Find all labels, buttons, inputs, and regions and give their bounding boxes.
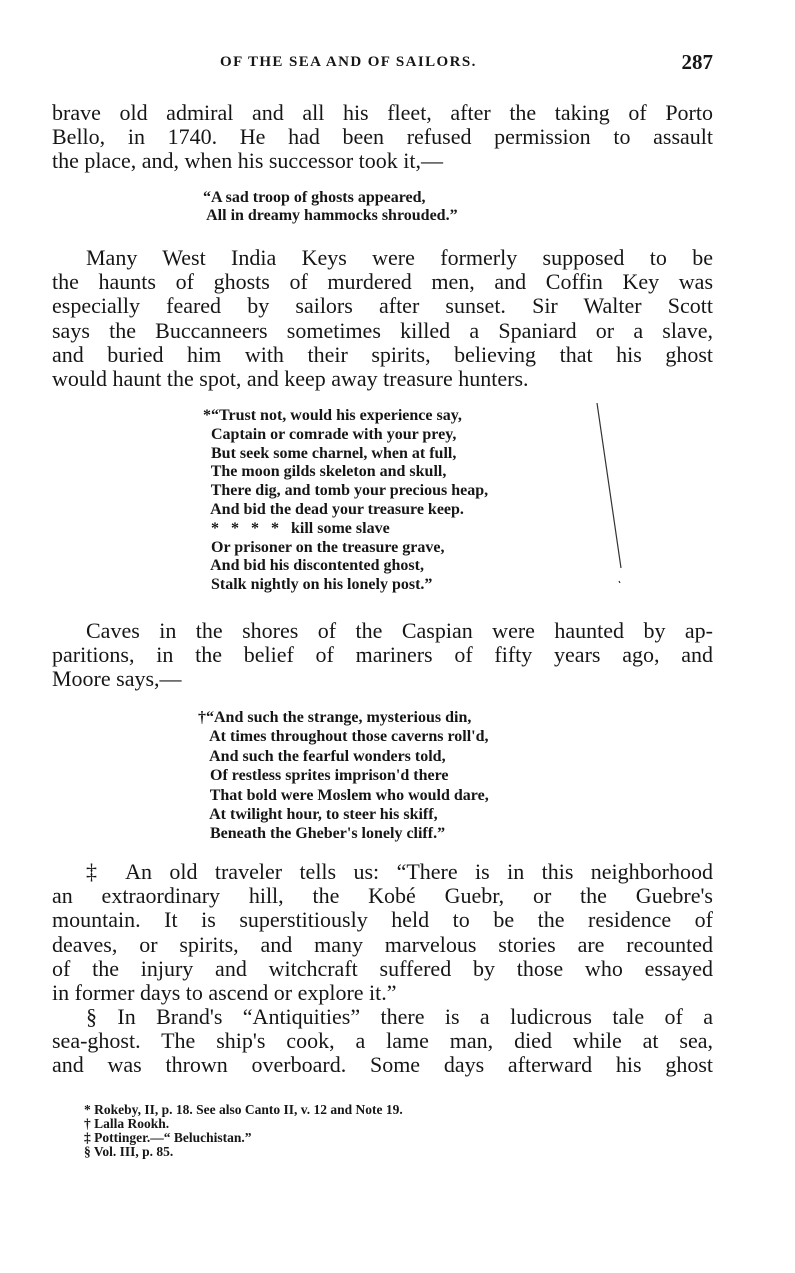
- verse-line: Captain or comrade with your prey,: [203, 425, 457, 443]
- text-line: Caves in the shores of the Caspian were haunted by ap-: [86, 618, 713, 643]
- text-line: the haunts of ghosts of murdered men, and Coffin Key was: [52, 269, 713, 295]
- text-line: ‡ An old traveler tells us: “There is in this neighborhood: [86, 859, 713, 884]
- verse-quote: [198, 708, 489, 844]
- verse-line: And bid his discontented ghost,: [203, 557, 424, 575]
- verse-line: And bid the dead your treasure keep.: [203, 500, 464, 518]
- page-number: 287: [681, 50, 713, 74]
- footnote: § Vol. III, p. 85.: [84, 1144, 174, 1159]
- footnote: ‡ Pottinger.—“ Beluchistan.”: [84, 1130, 252, 1145]
- verse-quote: [203, 407, 488, 595]
- verse-line: At times throughout those caverns roll'd,: [198, 728, 489, 746]
- verse-line: Stalk nightly on his lonely post.”: [203, 576, 433, 594]
- verse-line: †“And such the strange, mysterious din,: [198, 709, 472, 726]
- running-title: OF THE SEA AND OF SAILORS.: [220, 54, 477, 70]
- verse-line: That bold were Moslem who would dare,: [198, 786, 489, 804]
- paragraph: [52, 246, 713, 391]
- text-line: especially feared by sailors after sunset. Sir Walter Scott: [52, 293, 713, 319]
- text-line: and was thrown overboard. Some days afterward his ghost: [52, 1052, 713, 1078]
- text-line: paritions, in the belief of mariners of fifty years ago, and: [52, 642, 713, 668]
- footnotes: [84, 1103, 403, 1159]
- paragraph: [52, 860, 713, 1005]
- paragraph: [52, 1005, 713, 1078]
- verse-quote: [203, 189, 458, 225]
- text-line: Many West India Keys were formerly supposed to be: [86, 245, 713, 270]
- margin-bracket-mark: [595, 403, 625, 583]
- text-line: of the injury and witchcraft suffered by those who essayed: [52, 955, 713, 981]
- verse-line: * * * * kill some slave: [203, 519, 390, 537]
- text-line: brave old admiral and all his fleet, after the taking of Porto: [52, 100, 713, 125]
- verse-line: At twilight hour, to steer his skiff,: [198, 806, 438, 824]
- text-line: an extraordinary hill, the Kobé Guebr, or the Guebre's: [52, 883, 713, 909]
- verse-line: All in dreamy hammocks shrouded.”: [203, 207, 458, 224]
- text-line: mountain. It is superstitiously held to be the residence of: [52, 907, 713, 933]
- text-line: deaves, or spirits, and many marvelous stories are recounted: [52, 931, 713, 957]
- paragraph: [52, 619, 713, 692]
- verse-line: But seek some charnel, when at full,: [203, 444, 457, 462]
- verse-line: And such the fearful wonders told,: [198, 747, 446, 765]
- footnote: * Rokeby, II, p. 18. See also Canto II, v. 12 and Note 19.: [84, 1102, 403, 1117]
- text-line: the place, and, when his successor took it,—: [52, 148, 444, 174]
- text-line: says the Buccanneers sometimes killed a Spaniard or a slave,: [52, 317, 713, 343]
- text-line: Moore says,—: [52, 666, 182, 692]
- text-line: would haunt the spot, and keep away treasure hunters.: [52, 365, 529, 391]
- text-line: § In Brand's “Antiquities” there is a ludicrous tale of a: [86, 1004, 713, 1029]
- page-header: [52, 50, 713, 76]
- verse-line: There dig, and tomb your precious heap,: [203, 482, 489, 500]
- text-line: and buried him with their spirits, believing that his ghost: [52, 341, 713, 367]
- verse-line: “A sad troop of ghosts appeared,: [203, 189, 426, 206]
- text-line: Bello, in 1740. He had been refused permission to assault: [52, 124, 713, 150]
- verse-line: *“Trust not, would his experience say,: [203, 407, 462, 424]
- verse-line: The moon gilds skeleton and skull,: [203, 463, 447, 481]
- footnote: † Lalla Rookh.: [84, 1116, 170, 1131]
- verse-line: Beneath the Gheber's lonely cliff.”: [198, 825, 446, 843]
- verse-line: Or prisoner on the treasure grave,: [203, 538, 445, 556]
- text-line: in former days to ascend or explore it.”: [52, 979, 397, 1005]
- paragraph: [52, 101, 713, 174]
- verse-line: Of restless sprites imprison'd there: [198, 767, 449, 785]
- text-line: sea-ghost. The ship's cook, a lame man, died while at sea,: [52, 1028, 713, 1054]
